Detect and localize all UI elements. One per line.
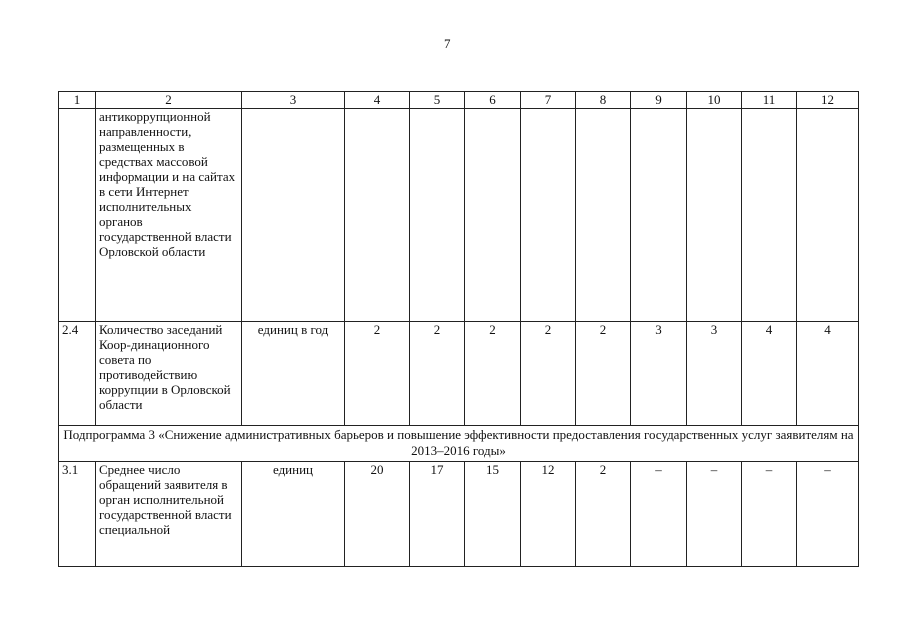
table-row — [59, 322, 859, 426]
header-cell: 3 — [242, 92, 345, 109]
header-cell: 7 — [521, 92, 576, 109]
unit-cell: единиц в год — [242, 322, 345, 426]
page-number: 7 — [444, 36, 451, 51]
value-cell: 3 — [687, 322, 742, 426]
value-cell — [410, 109, 465, 322]
value-cell: 4 — [742, 322, 797, 426]
value-cell — [631, 109, 687, 322]
value-cell: 12 — [521, 462, 576, 567]
subprogram-title: Подпрограмма 3 «Снижение административных барьеров и повышение эффективности предоставления государственных услуг заявителям на 2013–2016 годы» — [59, 426, 859, 462]
header-cell: 9 — [631, 92, 687, 109]
row-number: 3.1 — [59, 462, 96, 567]
table-row — [59, 109, 859, 322]
value-cell — [465, 109, 521, 322]
subprogram-row — [59, 426, 859, 462]
indicator-name: антикоррупционной направленности, размещенных в средствах массовой информации и на сайтах в сети Интернет исполнительных органов государственной власти Орловской области — [96, 109, 242, 322]
value-cell — [521, 109, 576, 322]
value-cell: – — [687, 462, 742, 567]
value-cell — [742, 109, 797, 322]
value-cell: 3 — [631, 322, 687, 426]
indicator-name: Среднее число обращений заявителя в орган исполнительной государственной власти специальной — [96, 462, 242, 567]
header-row — [59, 92, 859, 109]
header-cell: 8 — [576, 92, 631, 109]
row-number — [59, 109, 96, 322]
value-cell: 15 — [465, 462, 521, 567]
header-cell: 11 — [742, 92, 797, 109]
value-cell: 2 — [465, 322, 521, 426]
header-cell: 5 — [410, 92, 465, 109]
value-cell: – — [631, 462, 687, 567]
value-cell: 2 — [345, 322, 410, 426]
header-cell: 2 — [96, 92, 242, 109]
indicator-name: Количество заседаний Коор-динационного совета по противодействию коррупции в Орловской области — [96, 322, 242, 426]
header-cell: 10 — [687, 92, 742, 109]
row-number: 2.4 — [59, 322, 96, 426]
value-cell: 17 — [410, 462, 465, 567]
value-cell: 2 — [410, 322, 465, 426]
value-cell: 20 — [345, 462, 410, 567]
value-cell: – — [797, 462, 859, 567]
value-cell — [345, 109, 410, 322]
value-cell — [687, 109, 742, 322]
value-cell: 4 — [797, 322, 859, 426]
unit-cell: единиц — [242, 462, 345, 567]
value-cell: 2 — [576, 322, 631, 426]
value-cell: 2 — [521, 322, 576, 426]
unit-cell — [242, 109, 345, 322]
header-cell: 6 — [465, 92, 521, 109]
header-cell: 4 — [345, 92, 410, 109]
value-cell — [576, 109, 631, 322]
value-cell: 2 — [576, 462, 631, 567]
header-cell: 12 — [797, 92, 859, 109]
value-cell: – — [742, 462, 797, 567]
value-cell — [797, 109, 859, 322]
table-row — [59, 462, 859, 567]
header-cell: 1 — [59, 92, 96, 109]
indicators-table — [58, 91, 859, 567]
